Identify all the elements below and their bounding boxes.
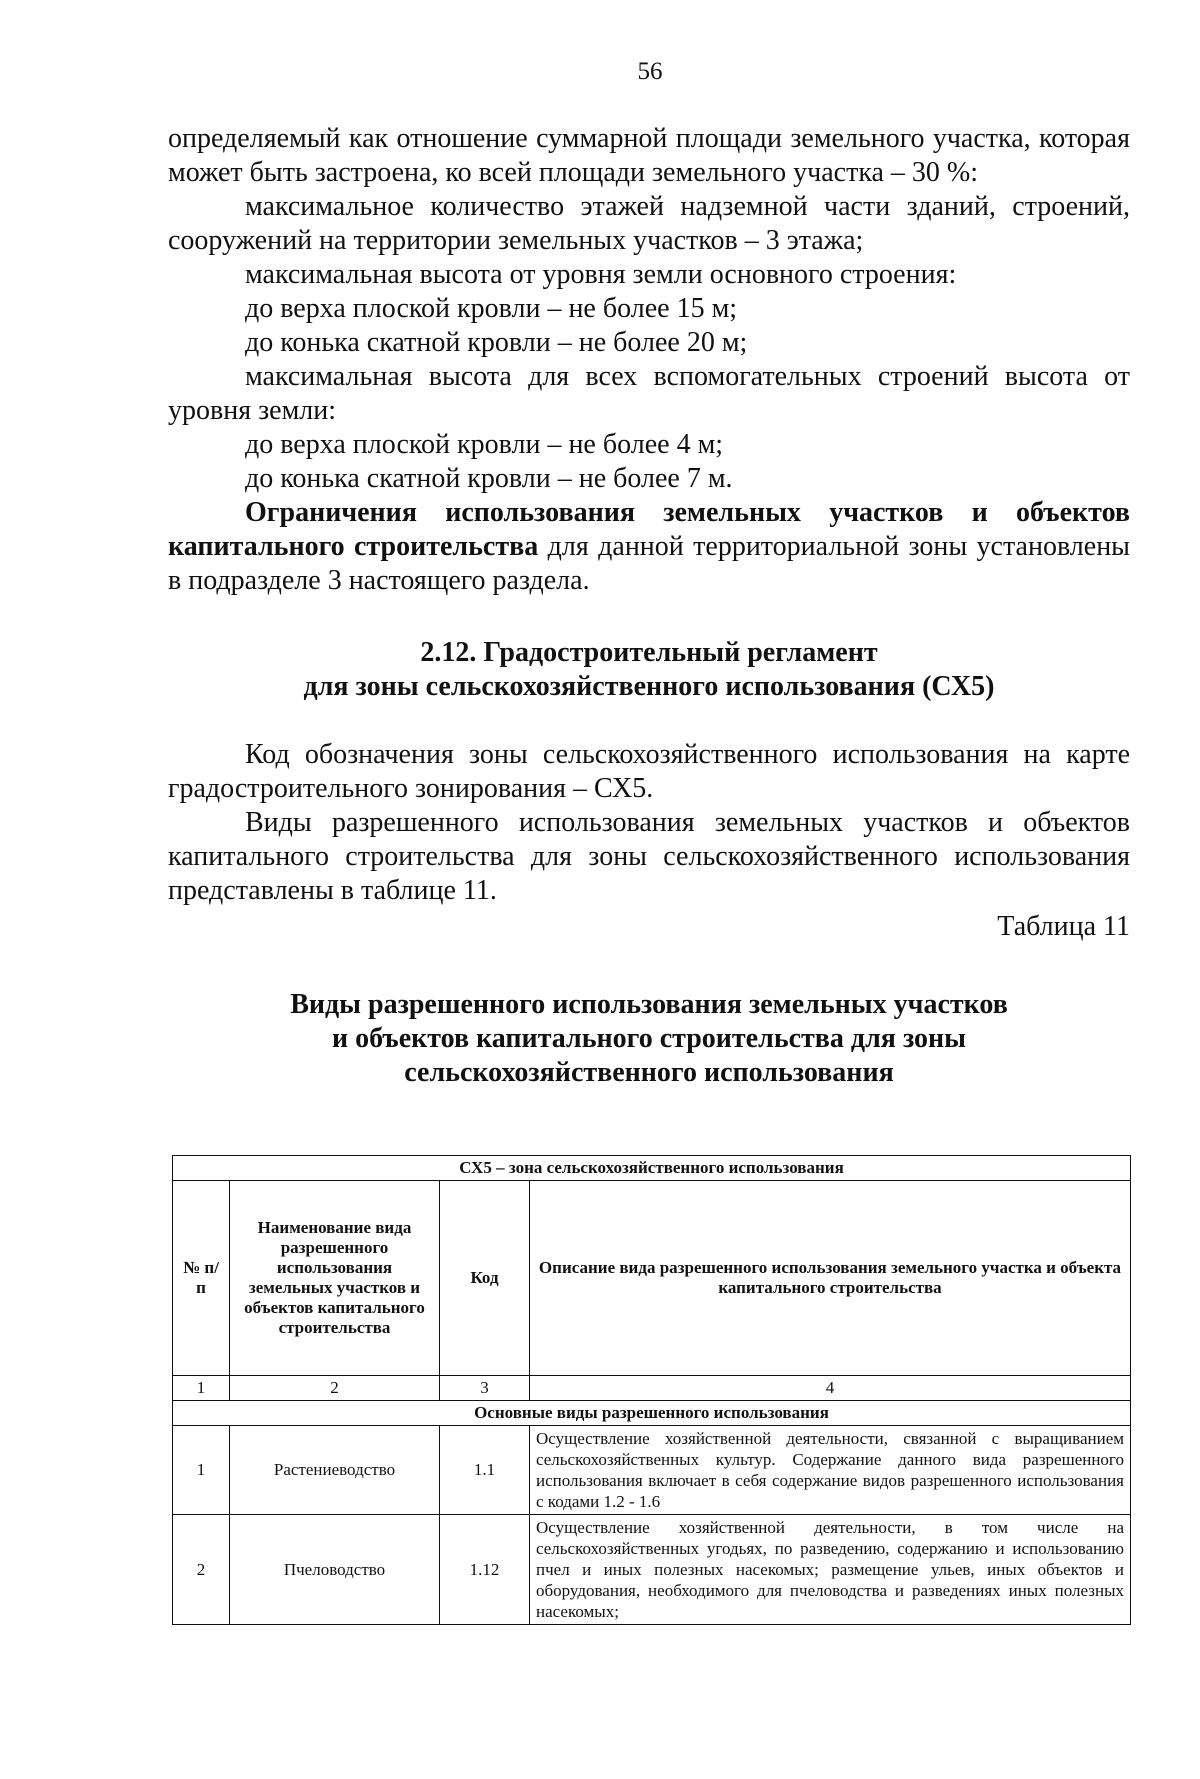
row-name: Растениеводство — [230, 1426, 440, 1515]
col-index: 4 — [530, 1376, 1131, 1401]
col-name-header: Наименование вида разрешенного использования земельных участков и объектов капитального строительства — [230, 1181, 440, 1376]
body-text — [168, 122, 1130, 1122]
table-title-line2: и объектов капитального строительства для зоны — [331, 1023, 967, 1054]
restrictions-rest: для данной территориальной зоны установлены в подразделе 3 настоящего раздела. — [168, 531, 1130, 596]
row-desc: Осуществление хозяйственной деятельности, в том числе на сельскохозяйственных угодьях, по разведению, содержанию и использованию пчел и иных полезных насекомых; размещение ульев, иных объектов и оборудования, необходимого для пчеловодства и разведениях иных полезных насекомых; — [530, 1515, 1131, 1625]
row-num: 1 — [173, 1426, 230, 1515]
col-num-header: № п/п — [173, 1181, 230, 1376]
paragraph: максимальная высота для всех вспомогательных строений высота от уровня земли: — [168, 361, 1130, 426]
paragraph: максимальная высота от уровня земли основного строения: — [245, 259, 957, 290]
table-title — [168, 988, 1130, 1090]
table-row — [173, 1426, 1131, 1515]
paragraph: Код обозначения зоны сельскохозяйственного использования на карте градостроительного зонирования – СХ5. — [168, 739, 1130, 804]
paragraph: Виды разрешенного использования земельных участков и объектов капитального строительства для зоны сельскохозяйственного использования представлены в таблице 11. — [168, 807, 1130, 906]
table-title-line1: Виды разрешенного использования земельных участков — [290, 989, 1008, 1020]
row-desc: Осуществление хозяйственной деятельности, связанной с выращиванием сельскохозяйственных культур. Содержание данного вида разрешенного использования включает в себя содержание видов разрешенного использования с кодами 1.2 - 1.6 — [530, 1426, 1131, 1515]
col-desc-header: Описание вида разрешенного использования земельного участка и объекта капитального строительства — [530, 1181, 1131, 1376]
table-title-line3: сельскохозяйственного использования — [404, 1057, 894, 1088]
row-num: 2 — [173, 1515, 230, 1625]
table-zone-header: СХ5 – зона сельскохозяйственного использования — [173, 1156, 1131, 1181]
section-heading — [168, 636, 1130, 704]
group-header: Основные виды разрешенного использования — [173, 1401, 1131, 1426]
paragraph: до верха плоской кровли – не более 15 м; — [245, 293, 738, 324]
paragraph: определяемый как отношение суммарной площади земельного участка, которая может быть застроена, ко всей площади земельного участка – 30 %: — [168, 123, 1130, 188]
col-index: 3 — [440, 1376, 530, 1401]
row-code: 1.1 — [440, 1426, 530, 1515]
table-row — [173, 1515, 1131, 1625]
table-label: Таблица 11 — [997, 911, 1130, 942]
row-code: 1.12 — [440, 1515, 530, 1625]
paragraph-restrictions — [168, 496, 1130, 598]
section-title-line2: для зоны сельскохозяйственного использования (СХ5) — [303, 671, 995, 702]
col-index: 2 — [230, 1376, 440, 1401]
paragraph: до конька скатной кровли – не более 7 м. — [245, 463, 733, 494]
section-title-line1: 2.12. Градостроительный регламент — [420, 637, 878, 668]
col-index: 1 — [173, 1376, 230, 1401]
row-name: Пчеловодство — [230, 1515, 440, 1625]
paragraph: до верха плоской кровли – не более 4 м; — [245, 429, 724, 460]
restrictions-bold: Ограничения использования земельных участков и объектов капитального строительства — [168, 497, 1130, 562]
col-code-header: Код — [440, 1181, 530, 1376]
page-number: 56 — [637, 58, 663, 85]
paragraph: до конька скатной кровли – не более 20 м; — [245, 327, 748, 358]
paragraph: максимальное количество этажей надземной части зданий, строений, сооружений на территории земельных участков – 3 этажа; — [168, 191, 1130, 256]
zone-table — [172, 1155, 1131, 1625]
